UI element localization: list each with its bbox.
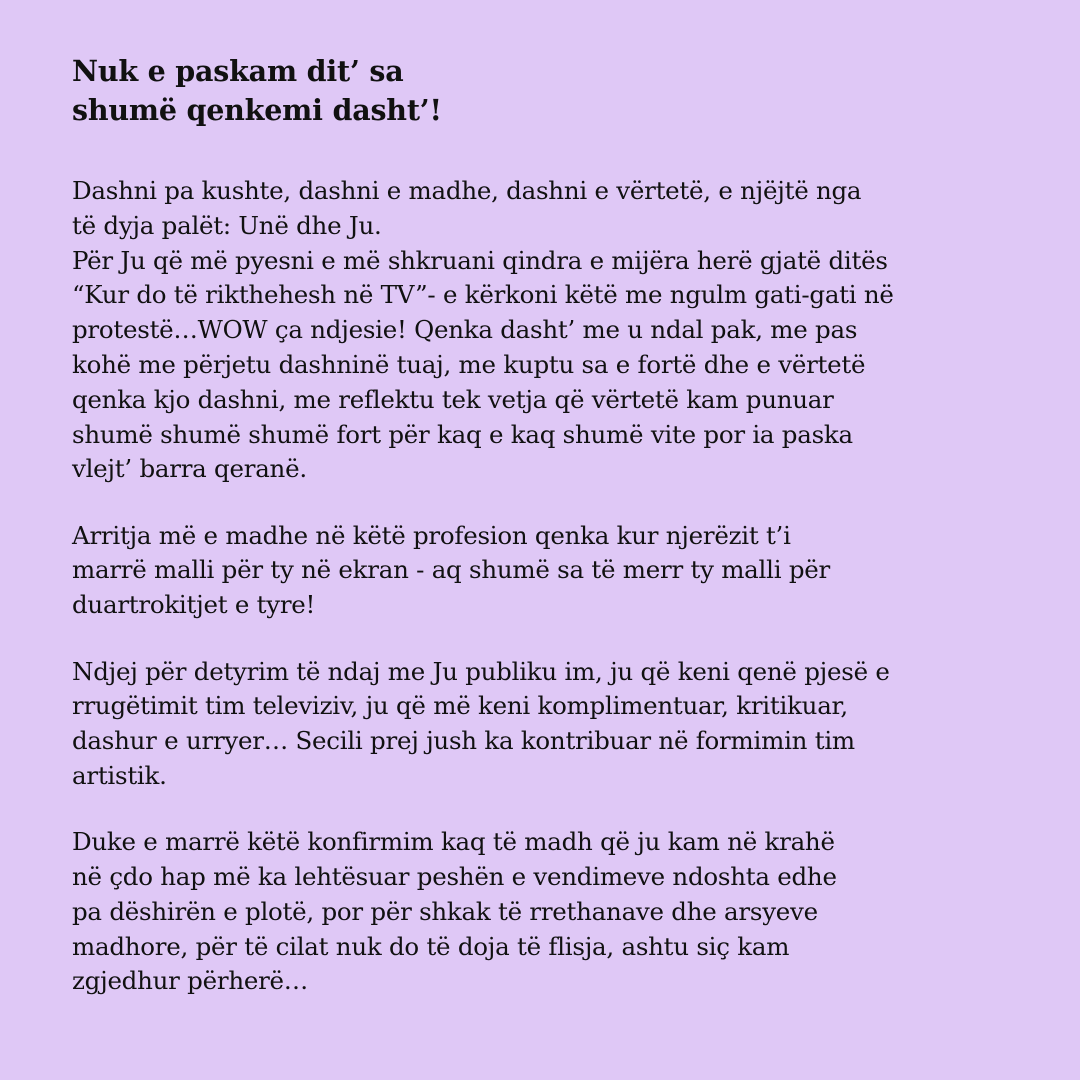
text-line: marrë malli për ty në ekran - aq shumë sa të merr ty malli për — [72, 555, 830, 585]
text-line: rrugëtimit tim televiziv, ju që më keni komplimentuar, kritikuar, — [72, 691, 848, 721]
text-line: Arritja më e madhe në këtë profesion qenka kur njerëzit t’i — [72, 520, 791, 550]
text-line: vlejt’ barra qeranë. — [72, 454, 307, 484]
text-line: dashur e urryer… Secili prej jush ka kontribuar në formimin tim — [72, 726, 855, 756]
text-line: Për Ju që më pyesni e më shkruani qindra e mijëra herë gjatë ditës — [72, 245, 888, 275]
post-title — [72, 52, 1008, 130]
paragraph-2 — [72, 519, 1008, 623]
text-line: në çdo hap më ka lehtësuar peshën e vendimeve ndoshta edhe — [72, 862, 837, 892]
text-line: të dyja palët: Unë dhe Ju. — [72, 210, 382, 240]
text-line: qenka kjo dashni, me reflektu tek vetja që vërtetë kam punuar — [72, 384, 834, 414]
title-line: shumë qenkemi dasht’! — [72, 93, 442, 127]
text-line: Dashni pa kushte, dashni e madhe, dashni e vërtetë, e njëjtë nga — [72, 176, 862, 205]
paragraph-4 — [72, 825, 1008, 999]
text-line: protestë…WOW ça ndjesie! Qenka dasht’ me u ndal pak, me pas — [72, 315, 858, 345]
text-line: “Kur do të rikthehesh në TV”- e kërkoni këtë me ngulm gati-gati në — [72, 280, 894, 310]
title-line: Nuk e paskam dit’ sa — [72, 54, 404, 88]
paragraph-1 — [72, 174, 1008, 487]
text-line: Duke e marrë këtë konfirmim kaq të madh që ju kam në krahë — [72, 827, 835, 857]
text-line: artistik. — [72, 760, 167, 790]
text-line: pa dëshirën e plotë, por për shkak të rrethanave dhe arsyeve — [72, 896, 818, 926]
text-line: Ndjej për detyrim të ndaj me Ju publiku im, ju që keni qenë pjesë e — [72, 656, 890, 686]
text-line: zgjedhur përherë… — [72, 966, 309, 996]
text-line: duartrokitjet e tyre! — [72, 590, 316, 620]
text-line: shumë shumë shumë fort për kaq e kaq shumë vite por ia paska — [72, 419, 853, 449]
paragraph-3 — [72, 655, 1008, 794]
post-body — [72, 174, 1008, 999]
text-line: madhore, për të cilat nuk do të doja të flisja, ashtu siç kam — [72, 931, 790, 961]
text-line: kohë me përjetu dashninë tuaj, me kuptu sa e fortë dhe e vërtetë — [72, 349, 866, 379]
